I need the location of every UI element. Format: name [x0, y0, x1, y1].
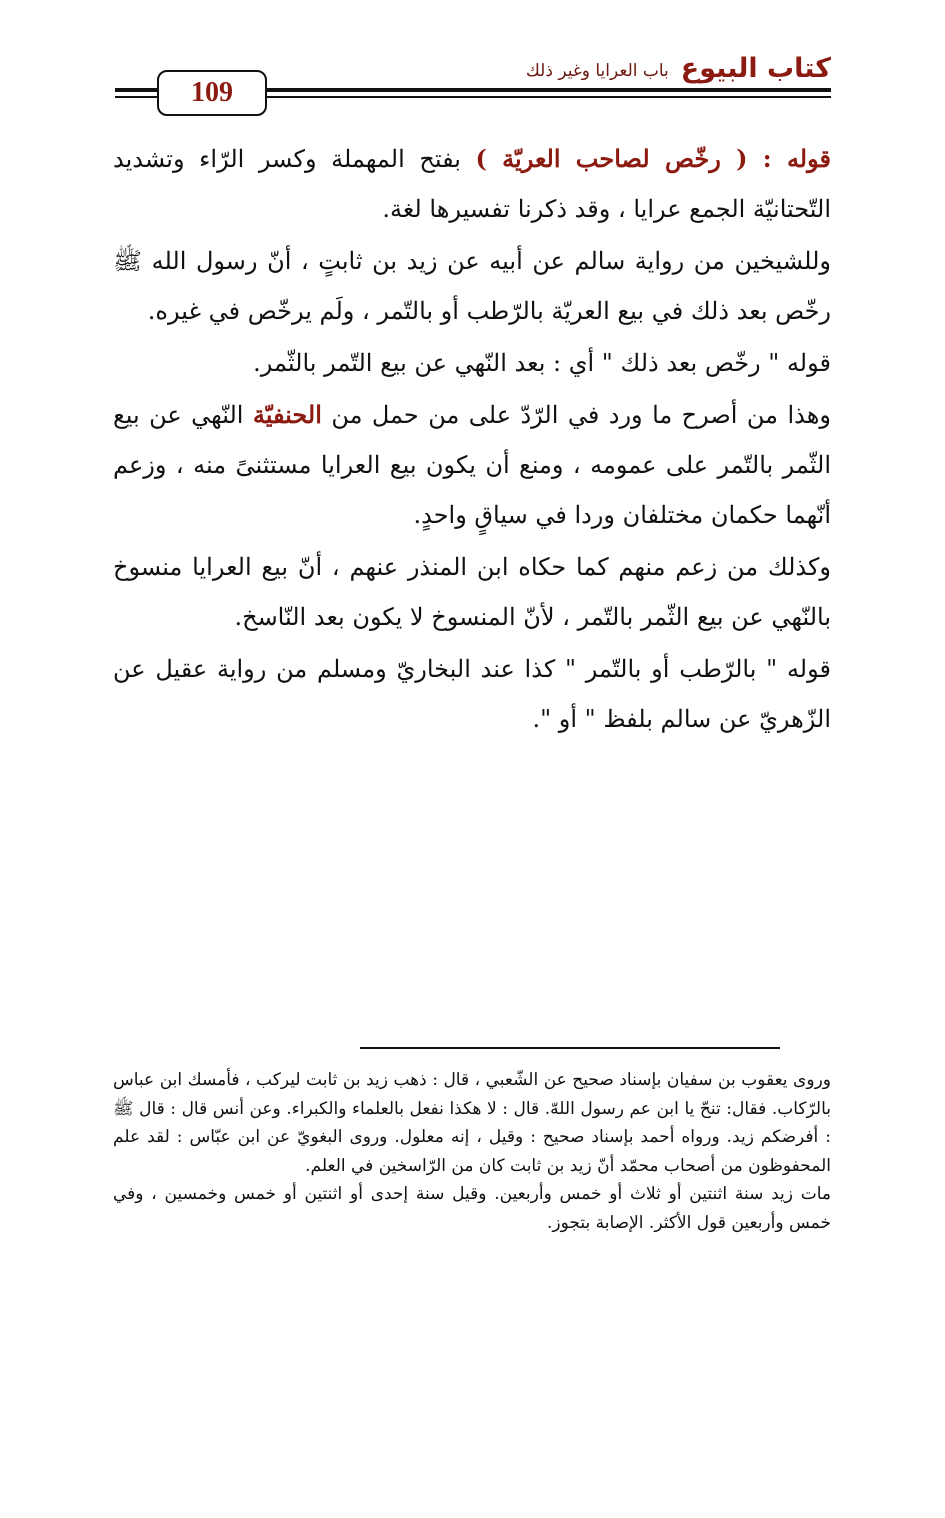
footnote-separator — [360, 1047, 780, 1049]
paragraph-4-before: وهذا من أصرح ما ورد في الرّدّ على من حمل من — [321, 401, 831, 429]
chapter-title: باب العرايا وغير ذلك — [525, 61, 669, 81]
page-number: 109 — [191, 77, 233, 108]
book-title: كتاب البيوع — [680, 53, 831, 84]
page-header — [115, 50, 831, 120]
footnote-2: مات زيد سنة اثنتين أو ثلاث أو خمس وأربعين. وقيل سنة إحدى أو اثنتين أو خمس وخمسين ، وفي خمس وأربعين قول الأكثر. الإصابة بتجوز. — [113, 1184, 831, 1233]
running-head — [526, 50, 831, 86]
paragraph-3: قوله " رخّص بعد ذلك " أي : بعد النّهي عن بيع التّمر بالثّمر. — [253, 349, 831, 377]
page-number-box — [157, 70, 267, 116]
paragraph-6: قوله " بالرّطب أو بالتّمر " كذا عند البخاريّ ومسلم من رواية عقيل عن الزّهريّ عن سالم بلفظ " أو ". — [113, 655, 831, 733]
main-text — [113, 134, 831, 744]
highlighted-quote: قوله : ( رخّص لصاحب العريّة ) — [475, 144, 831, 173]
paragraph-5: وكذلك من زعم منهم كما حكاه ابن المنذر عنهم ، أنّ بيع العرايا منسوخ بالنّهي عن بيع الثّمر بالتّمر ، لأنّ المنسوخ لا يكون بعد النّاسخ. — [113, 553, 831, 631]
paragraph-4-after: النّهي عن بيع الثّمر بالتّمر على عمومه ، ومنع أن يكون بيع العرايا مستثنىً منه ، وزعم أنّهما حكمان مختلفان وردا في سياقٍ واحدٍ. — [113, 401, 831, 529]
paragraph-1-text: بفتح المهملة وكسر الرّاء وتشديد التّحتانيّة الجمع عرايا ، وقد ذكرنا تفسيرها لغة. — [113, 145, 831, 223]
highlighted-term: الحنفيّة — [252, 400, 322, 429]
paragraph-4 — [113, 390, 831, 540]
footnotes — [113, 1066, 831, 1237]
paragraph-2: وللشيخين من رواية سالم عن أبيه عن زيد بن ثابتٍ ، أنّ رسول الله ﷺ رخّص بعد ذلك في بيع العريّة بالرّطب أو بالتّمر ، ولَم يرخّص في غيره. — [113, 247, 831, 325]
paragraph-1 — [113, 134, 831, 234]
footnote-1: وروى يعقوب بن سفيان بإسناد صحيح عن الشّعبي ، قال : ذهب زيد بن ثابت ليركب ، فأمسك ابن عباس بالرّكاب. فقال: تنحّ يا ابن عم رسول اللهّ. قال : لا هكذا نفعل بالعلماء والكبراء. وعن أنس قال : قال ﷺ : أفرضكم زيد. ورواه أحمد بإسناد صحيح : وقيل ، إنه معلول. وروى البغويّ عن ابن عبّاس : لقد علم المحفوظون من أصحاب محمّد أنّ زيد بن ثابت كان من الرّاسخين في العلم. — [113, 1070, 831, 1176]
